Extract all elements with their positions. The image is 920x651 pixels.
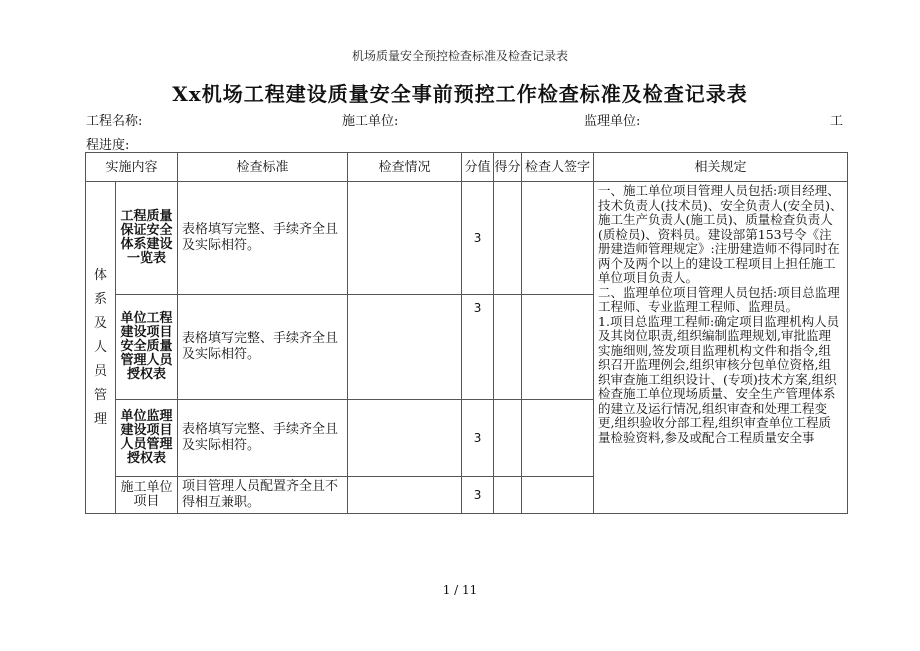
supervisor-label: 监理单位:	[584, 114, 641, 129]
document-title: Xx机场工程建设质量安全事前预控工作检查标准及检查记录表	[172, 82, 748, 106]
category-label: 体系及人员管理	[93, 267, 107, 427]
running-header: 机场质量安全预控检查标准及检查记录表	[351, 49, 568, 63]
category-cell	[86, 182, 116, 514]
signer-cell[interactable]	[522, 295, 594, 400]
signer-cell[interactable]	[522, 400, 594, 477]
progress-label: 程进度:	[86, 138, 130, 153]
got-cell[interactable]	[494, 400, 522, 477]
col-header-signer: 检查人签字	[522, 153, 594, 182]
check-cell[interactable]	[348, 295, 462, 400]
item-cell: 单位工程建设项目安全质量管理人员授权表	[116, 295, 178, 400]
rules-cell	[594, 182, 848, 514]
rules-paragraph: 1.项目总监理工程师:确定项目监理机构人员及其岗位职责,组织编制监理规划,审批监理实施细则,签发项目监理机构文件和指令,组织召开监理例会,组织审核分包单位资格,组织审查施工组织设计、(专项)技术方案,组织检查施工单位现场质量、安全生产管理体系的建立及运行情况,组织审查和处理工程变更,组织验收分部工程,组织审查单位工程质量检验资料,参及或配合工程质量安全事	[598, 313, 840, 445]
standard-cell: 表格填写完整、手续齐全且及实际相符。	[178, 182, 348, 295]
got-cell[interactable]	[494, 182, 522, 295]
col-header-got: 得分	[494, 153, 522, 182]
col-header-check: 检查情况	[348, 153, 462, 182]
item-cell: 施工单位项目	[116, 477, 178, 514]
inspection-table	[85, 152, 848, 514]
standard-cell: 表格填写完整、手续齐全且及实际相符。	[178, 400, 348, 477]
score-cell: 3	[462, 400, 494, 477]
got-cell[interactable]	[494, 477, 522, 514]
page-number: 1 / 11	[442, 583, 478, 597]
rules-paragraph: 二、监理单位项目管理人员包括:项目总监理工程师、专业监理工程师、监理员。	[598, 284, 840, 314]
score-cell: 3	[462, 295, 494, 400]
contractor-label: 施工单位:	[342, 114, 399, 129]
standard-cell: 项目管理人员配置齐全且不得相互兼职。	[178, 477, 348, 514]
col-header-content: 实施内容	[86, 153, 178, 182]
check-cell[interactable]	[348, 182, 462, 295]
score-cell: 3	[462, 182, 494, 295]
got-cell[interactable]	[494, 295, 522, 400]
signer-cell[interactable]	[522, 477, 594, 514]
check-cell[interactable]	[348, 400, 462, 477]
score-cell: 3	[462, 477, 494, 514]
standard-cell: 表格填写完整、手续齐全且及实际相符。	[178, 295, 348, 400]
col-header-standard: 检查标准	[178, 153, 348, 182]
item-cell: 工程质量保证安全体系建设一览表	[116, 182, 178, 295]
rules-paragraph: 一、施工单位项目管理人员包括:项目经理、技术负责人(技术员)、安全负责人(安全员)、施工生产负责人(施工员)、质量检查负责人(质检员)、资料员。建设部第153号令《注册建造师管理规定》:注册建造师不得同时在两个及两个以上的建设工程项目上担任施工单位项目负责人。	[598, 183, 843, 285]
signer-cell[interactable]	[522, 182, 594, 295]
col-header-score: 分值	[462, 153, 494, 182]
item-cell: 单位监理建设项目人员管理授权表	[116, 400, 178, 477]
col-header-rules: 相关规定	[594, 153, 848, 182]
progress-label-start: 工	[830, 114, 844, 129]
check-cell[interactable]	[348, 477, 462, 514]
project-name-label: 工程名称:	[86, 114, 143, 129]
table-row	[86, 182, 848, 295]
